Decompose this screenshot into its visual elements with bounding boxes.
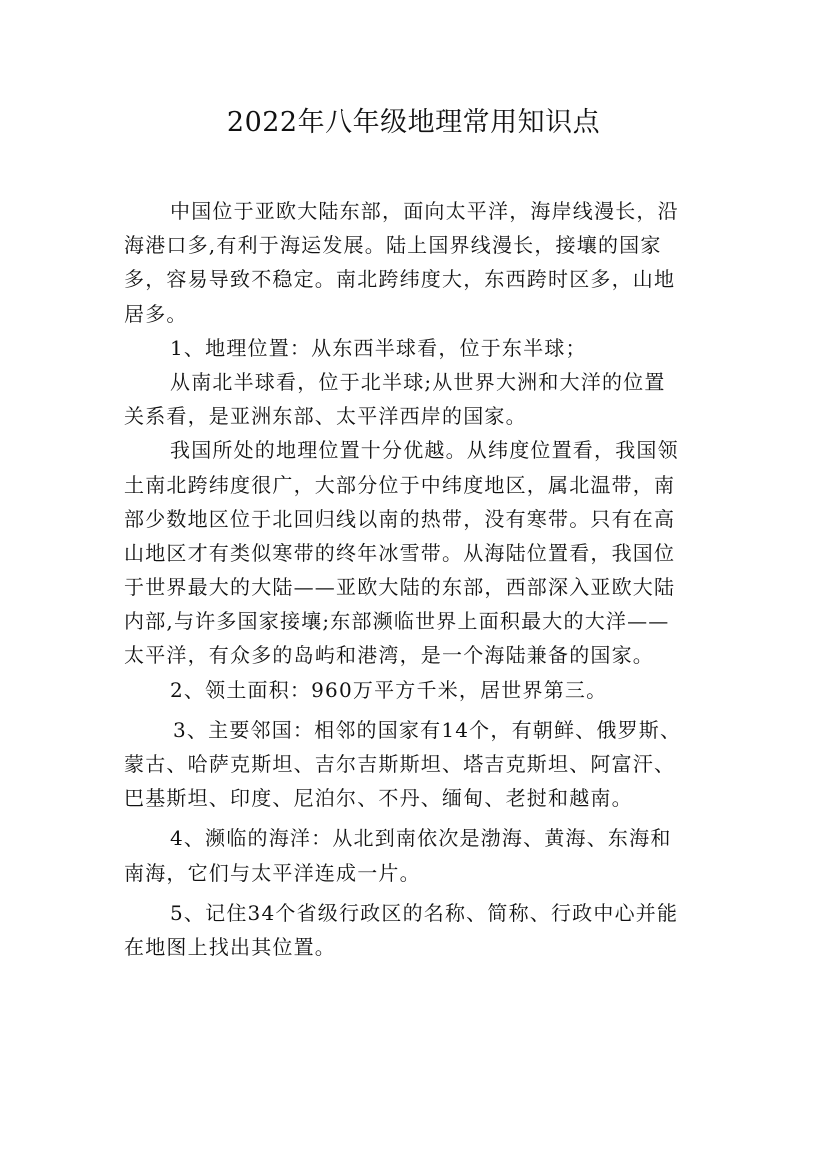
paragraph-line: 5、记住34个省级行政区的名称、简称、行政中心并能 bbox=[170, 900, 679, 925]
paragraph-line: 3、主要邻国：相邻的国家有14个，有朝鲜、俄罗斯、 bbox=[173, 717, 682, 742]
paragraph-line: 居多。 bbox=[124, 301, 188, 326]
paragraph-line: 南海，它们与太平洋连成一片。 bbox=[124, 860, 421, 885]
paragraph-line: 从南北半球看，位于北半球;从世界大洲和大洋的位置 bbox=[170, 369, 666, 394]
paragraph-line: 太平洋，有众多的岛屿和港湾，是一个海陆兼备的国家。 bbox=[124, 643, 654, 668]
paragraph-line: 山地区才有类似寒带的终年冰雪带。从海陆位置看，我国位 bbox=[124, 540, 676, 565]
paragraph-line: 2、领土面积：960万平方千米，居世界第三。 bbox=[170, 677, 608, 702]
paragraph-line: 蒙古、哈萨克斯坦、吉尔吉斯斯坦、塔吉克斯坦、阿富汗、 bbox=[124, 752, 676, 776]
paragraph-line: 海港口多,有利于海运发展。陆上国界线漫长，接壤的国家 bbox=[124, 233, 662, 258]
paragraph-line: 中国位于亚欧大陆东部，面向太平洋，海岸线漫长，沿 bbox=[170, 199, 679, 223]
paragraph-line: 内部,与许多国家接壤;东部濒临世界上面积最大的大洋—— bbox=[124, 609, 670, 634]
paragraph-line: 我国所处的地理位置十分优越。从纬度位置看，我国领 bbox=[170, 438, 679, 463]
paragraph-line: 于世界最大的大陆——亚欧大陆的东部，西部深入亚欧大陆 bbox=[124, 575, 676, 600]
document-title: 2022年八年级地理常用知识点 bbox=[226, 107, 601, 138]
paragraph-line: 多，容易导致不稳定。南北跨纬度大，东西跨时区多，山地 bbox=[124, 267, 676, 292]
paragraph-line: 1、地理位置：从东西半球看，位于东半球； bbox=[170, 335, 587, 360]
document-body bbox=[124, 194, 714, 964]
paragraph-line: 4、濒临的海洋：从北到南依次是渤海、黄海、东海和 bbox=[170, 826, 672, 851]
paragraph-line: 巴基斯坦、印度、尼泊尔、不丹、缅甸、老挝和越南。 bbox=[124, 786, 633, 811]
paragraph-line: 在地图上找出其位置。 bbox=[124, 934, 336, 959]
paragraph-line: 土南北跨纬度很广，大部分位于中纬度地区，属北温带，南 bbox=[124, 472, 676, 497]
paragraph-line: 部少数地区位于北回归线以南的热带，没有寒带。只有在高 bbox=[124, 506, 676, 531]
paragraph-line: 关系看，是亚洲东部、太平洋西岸的国家。 bbox=[124, 404, 527, 429]
